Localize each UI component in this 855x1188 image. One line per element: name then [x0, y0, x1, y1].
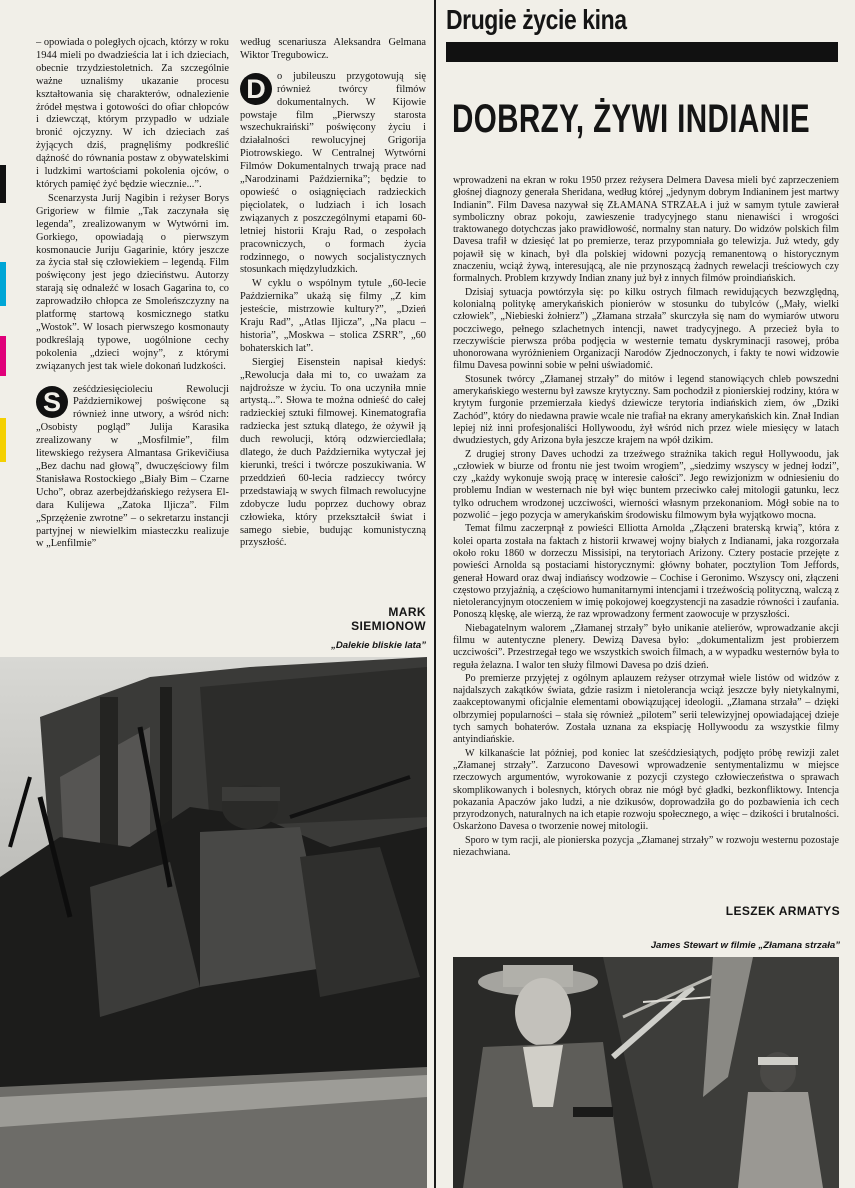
paragraph-with-dropcap: D o jubileuszu przygotowują się również twórcy filmów dokumentalnych. W Kijowie powstaje film „Pierwszy starosta wszechukraiński” poświęcony życiu i działalności rewolucyjnej Grigorija Piotrowskiego. W Centralnej Wytwórni Filmów Dokumentalnych trwają prace nad „Narodzinami Października”; będzie to opowieść o osiągnięciach radzieckich pięciolatek, o ludziach i ich losach związanych z poszczególnymi etapami 60-letniej historii Kraju Rad, o zespołach pracowniczych, o formach życia rodzinnego, o nowych socjalistycznych stosunkach międzyludzkich.: [240, 70, 426, 276]
film-still-image: [0, 657, 427, 1188]
paragraph: wprowadzeni na ekran w roku 1950 przez reżysera Delmera Davesa mieli być zaprzeczeniem głośnej diagnozy generała Sheridana, według której „jedynym dobrym Indianinem jest martwy Indianin”. Film Davesa nazywał się ZŁAMANA STRZAŁA i już w samym tytule zawierał symboliczny obraz pokoju, zawieszenie tradycyjnego stanu nienawiści i wrogości traktowanego dotychczas jako prawidłowość, normalny stan natury. Do widzów polskich film Davesa trafił w dziesięć lat po premierze, teraz przypomniała go telewizja. Już wtedy, gdy pojawił się w kinach, był dla polskiej widowni pozycją remanentową o historycznym znaczeniu, wciąż żywą, interesującą, ale nie przynoszącą żadnych rewelacji treściowych czy formalnych. Problem krzywdy Indian znany już był z innych filmów proindiańskich.: [453, 175, 839, 285]
film-still-soldiers: [0, 657, 427, 1188]
photo-caption: James Stewart w filmie „Złamana strzała”: [650, 940, 840, 951]
registration-mark-cyan: [0, 262, 6, 306]
left-article-column-2: [240, 37, 426, 587]
paragraph: według scenariusza Aleksandra Gelmana Wiktor Tregubowicz.: [240, 37, 426, 61]
photo-caption: „Dalekie bliskie lata”: [331, 640, 426, 651]
author-signature: LESZEK ARMATYS: [725, 904, 840, 918]
film-still-image: [453, 957, 839, 1188]
paragraph: – opowiada o poległych ojcach, którzy w roku 1944 mieli po dwadzieścia lat i ich dzieciach, obecnie trzydziestoletnich. Za szczególnie ważne uznaliśmy ukazanie procesu kształtowania się charakterów, odnalezienie źródeł męstwa i gotowości do ofiar chłopców i dziewcząt, którym przypadło w udziale bronić ojczyzny. W ich dzieciach zaś żyjących dziś, pragnęliśmy podkreślić dążność do równania postaw z obywatelskimi i ludzkimi wartościami pokolenia ojców, o których pamięć żyć będzie wiecznie...”.: [36, 37, 229, 190]
paragraph: Stosunek twórcy „Złamanej strzały” do mitów i legend stanowiących chleb powszedni amerykańskiego westernu był zawsze krytyczny. Sam pochodził z pionierskiej rodziny, która w krytym furgonie przemierzała kiedyś dziewicze terytoria indiańskich ziem, ów „Dziki Zachód”, który do niedawna prawie wcale nie trafiał na ekrany amerykańskich kin. Znał Indian lepiej niż inni profesjonaliści Hollywoodu, żył wśród nich przez wiele miesięcy w latach dwudziestych, gdy Arizona była jeszcze krajem na wpół dzikim.: [453, 373, 839, 447]
paragraph: W cyklu o wspólnym tytule „60-lecie Października” ukażą się filmy „Z kim jesteście, mistrzowie kultury?”, „Dzień Kraju Rad”, „Atlas Iljicza”, „Na placu – historia”, „Moskwa – stolica ZSRR”, „60 bohaterskich lat”.: [240, 278, 426, 354]
paragraph: Po premierze przyjętej z ogólnym aplauzem reżyser otrzymał wiele listów od widzów z najdalszych zakątków świata, gdzie rasizm i nietolerancja wciąż jeszcze były nietykalnymi, zaakceptowanymi oficjalnie elementami obowiązującej ideologii. „Złamana strzała” – dzięki olbrzymiej popularności – stała się również „pilotem” serii telewizyjnej opowiadającej dzieje tych samych bohaterów. Została uznana za ekspiację Hollywoodu za wszystkie filmy antyindiańskie.: [453, 672, 839, 746]
paragraph: W kilkanaście lat później, pod koniec lat sześćdziesiątych, podjęto próbę rewizji zalet „Złamanej strzały”. Zarzucono Davesowi wprowadzenie sentymentalizmu w miejsce rzeczowych argumentów, wyrokowanie z pozycji czystego człowieczeństwa o sprawach skomplikowanych i bolesnych, których obraz nie mógł być gładki, bezkonfliktowy. Intencja pokazania Apaczów jako ludzi, a nie dzikusów, doprowadziła go do pozbawienia ich cech przyrodzonych, naturalnych na ich etapie rozwoju społecznego, a więc – dzikości i brutalności. Oskarżono Davesa o tworzenie nowej mitologii.: [453, 747, 839, 833]
paragraph: Niebagatelnym walorem „Złamanej strzały” było unikanie atelierów, wprowadzanie akcji filmu w autentyczne plenery. Dewizą Davesa było: „dokumentalizm jest probierzem uczciwości”. Przestrzegał tego we wszystkich swoich filmach, a w wypadku westernów była to reguła żelazna. I walor ten służy filmowi Davesa po dziś dzień.: [453, 622, 839, 671]
section-title: Drugie życie kina: [446, 4, 627, 35]
paragraph-with-dropcap: S ześćdziesięcioleciu Rewolucji Październikowej poświęcone są również inne utwory, a wśród nich: „Osobisty pogląd” Julija Karasika zrealizowany w „Mosfilmie”, film litewskiego reżysera Almantasa Grikevičiusa „Bez dachu nad głową”, dwuczęściowy film Stanisława Rostockiego „Biały Bim – Czarne Ucho”, obraz azerbejdżańskiego reżysera Eldara Kulijewa „Zatoka Iljicza”. Film „Sprzężenie zwrotne” – o sekretarzu instancji partyjnej w niewielkim miasteczku realizuje w „Lenfilmie”: [36, 383, 229, 550]
film-still-western: [453, 957, 839, 1188]
column-divider: [434, 0, 436, 1188]
section-title-bar: [446, 42, 838, 62]
paragraph: Temat filmu zaczerpnął z powieści Elliotta Arnolda „Złączeni braterską krwią”, która z kolei oparta została na faktach z historii krwawej wojny białych z Indianami, jaka rozgorzała około roku 1860 w dorzeczu Missisipi, na terytoriach Arizony. Cztery postacie przejęte z powieści Arnolda są postaciami historycznymi: główny bohater, pocztylion Tom Jeffords, generał Howard oraz dwaj indiańscy wodzowie – Cochise i Geronimo. Wszyscy oni, złączeni częstowo przyjaźnią, a częściowo humanitarnymi intencjami i trzeźwością polityczną, walczą z nietolerancyjnym otoczeniem w imię pokojowej koegzystencji na zasadzie równości i zaufania. Ponoszą klęskę, ale wierzą, że raz wprowadzony ferment zaowocuje w przyszłości.: [453, 523, 839, 621]
drop-cap: D: [240, 73, 272, 105]
paragraph: Z drugiej strony Daves uchodzi za trzeźwego strażnika takich reguł Hollywoodu, jak „człowiek w biurze od frontu nie jest twoim wrogiem”, „siedzimy wszyscy w jednej łodzi”, czy „każdy wykonuje swoją pracę w interesie całości”. Jego rewizjonizm w odniesieniu do problemu Indian w westernach nie był więc buntem przeciwko całej mitologii gatunku, lecz tylko odruchem wrodzonej uczciwości, wierności własnym przekonaniom. Mógł sobie na to pozwolić – jego pozycja w amerykańskim środowisku filmowym była wyjątkowo mocna.: [453, 448, 839, 522]
author-signature: MARK SIEMIONOW: [351, 605, 426, 633]
drop-cap: S: [36, 386, 68, 418]
right-article-body: [453, 175, 839, 910]
article-headline: DOBRZY, ŻYWI INDIANIE: [452, 97, 811, 141]
paragraph: Siergiej Eisenstein napisał kiedyś: „Rewolucja dała mi to, co uważam za najdroższe w życiu. To ona uczyniła mnie artystą...”. Słowa te można odnieść do całej radzieckiej sztuki filmowej. Kinematografia radziecka jest sztuką dlatego, że ożywił ją duch rewolucji, którą odzwierciedlała; dlatego, że duch Października wytyczał jej kierunki, treści i twórcze poszukiwania. W przeddzień 60-lecia radzieccy twórcy przedstawiają w swych filmach rewolucyjne zdobycze ludu poprzez duchowy obraz człowieka, który przekształcił świat i samego siebie, budując komunistyczną przyszłość.: [240, 356, 426, 549]
registration-mark-black: [0, 165, 6, 203]
paragraph: Scenarzysta Jurij Nagibin i reżyser Borys Grigoriew w filmie „Tak zaczynała się legenda”, zrealizowanym w Wytwórni im. Gorkiego, opowiadają o pierwszym kosmonaucie Juriju Gagarinie, który jeszcze za życia stał się człowiekiem – legendą. Film poświęcony jest jego dzieciństwu. Autorzy starają się odnaleźć w losach Gagarina to, co zaprowadziło chłopca ze Smoleńszczyzny na platformę startową kosmicznego statku „Wostok”. W losach pierwszego kosmonauty podkreślają typowe, uogólnione cechy pokolenia „dzieci wojny”, z którymi związanych jest tak wiele dokonań ludzkości.: [36, 192, 229, 372]
paragraph: Sporo w tym racji, ale pionierska pozycja „Złamanej strzały” w rozwoju westernu pozostaje niezachwiana.: [453, 834, 839, 859]
left-article-column-1: [36, 37, 229, 637]
paragraph: Dzisiaj sytuacja powtórzyła się: po kilku ostrych filmach rewidujących bezwzględną, kolonialną politykę amerykańskich pionierów w stosunku do tubylców („Mały, wielki człowiek”, „Niebieski żołnierz”) „Złamana strzała” skurczyła się nam do wymiarów utworu poczciwego, pełnego szlachetnych intencji, nawet tradycyjnego. A przecież była to rzeczywiście pierwsza próba podjęcia w westernie tematu dyskryminacji rasowej, próba uhonorowana wyróżnieniem Organizacji Narodów Zjednoczonych, i fakty te nowi widzowie filmu Davesa powinni sobie w pełni uświadomić.: [453, 286, 839, 372]
registration-mark-yellow: [0, 418, 6, 462]
registration-mark-magenta: [0, 336, 6, 376]
